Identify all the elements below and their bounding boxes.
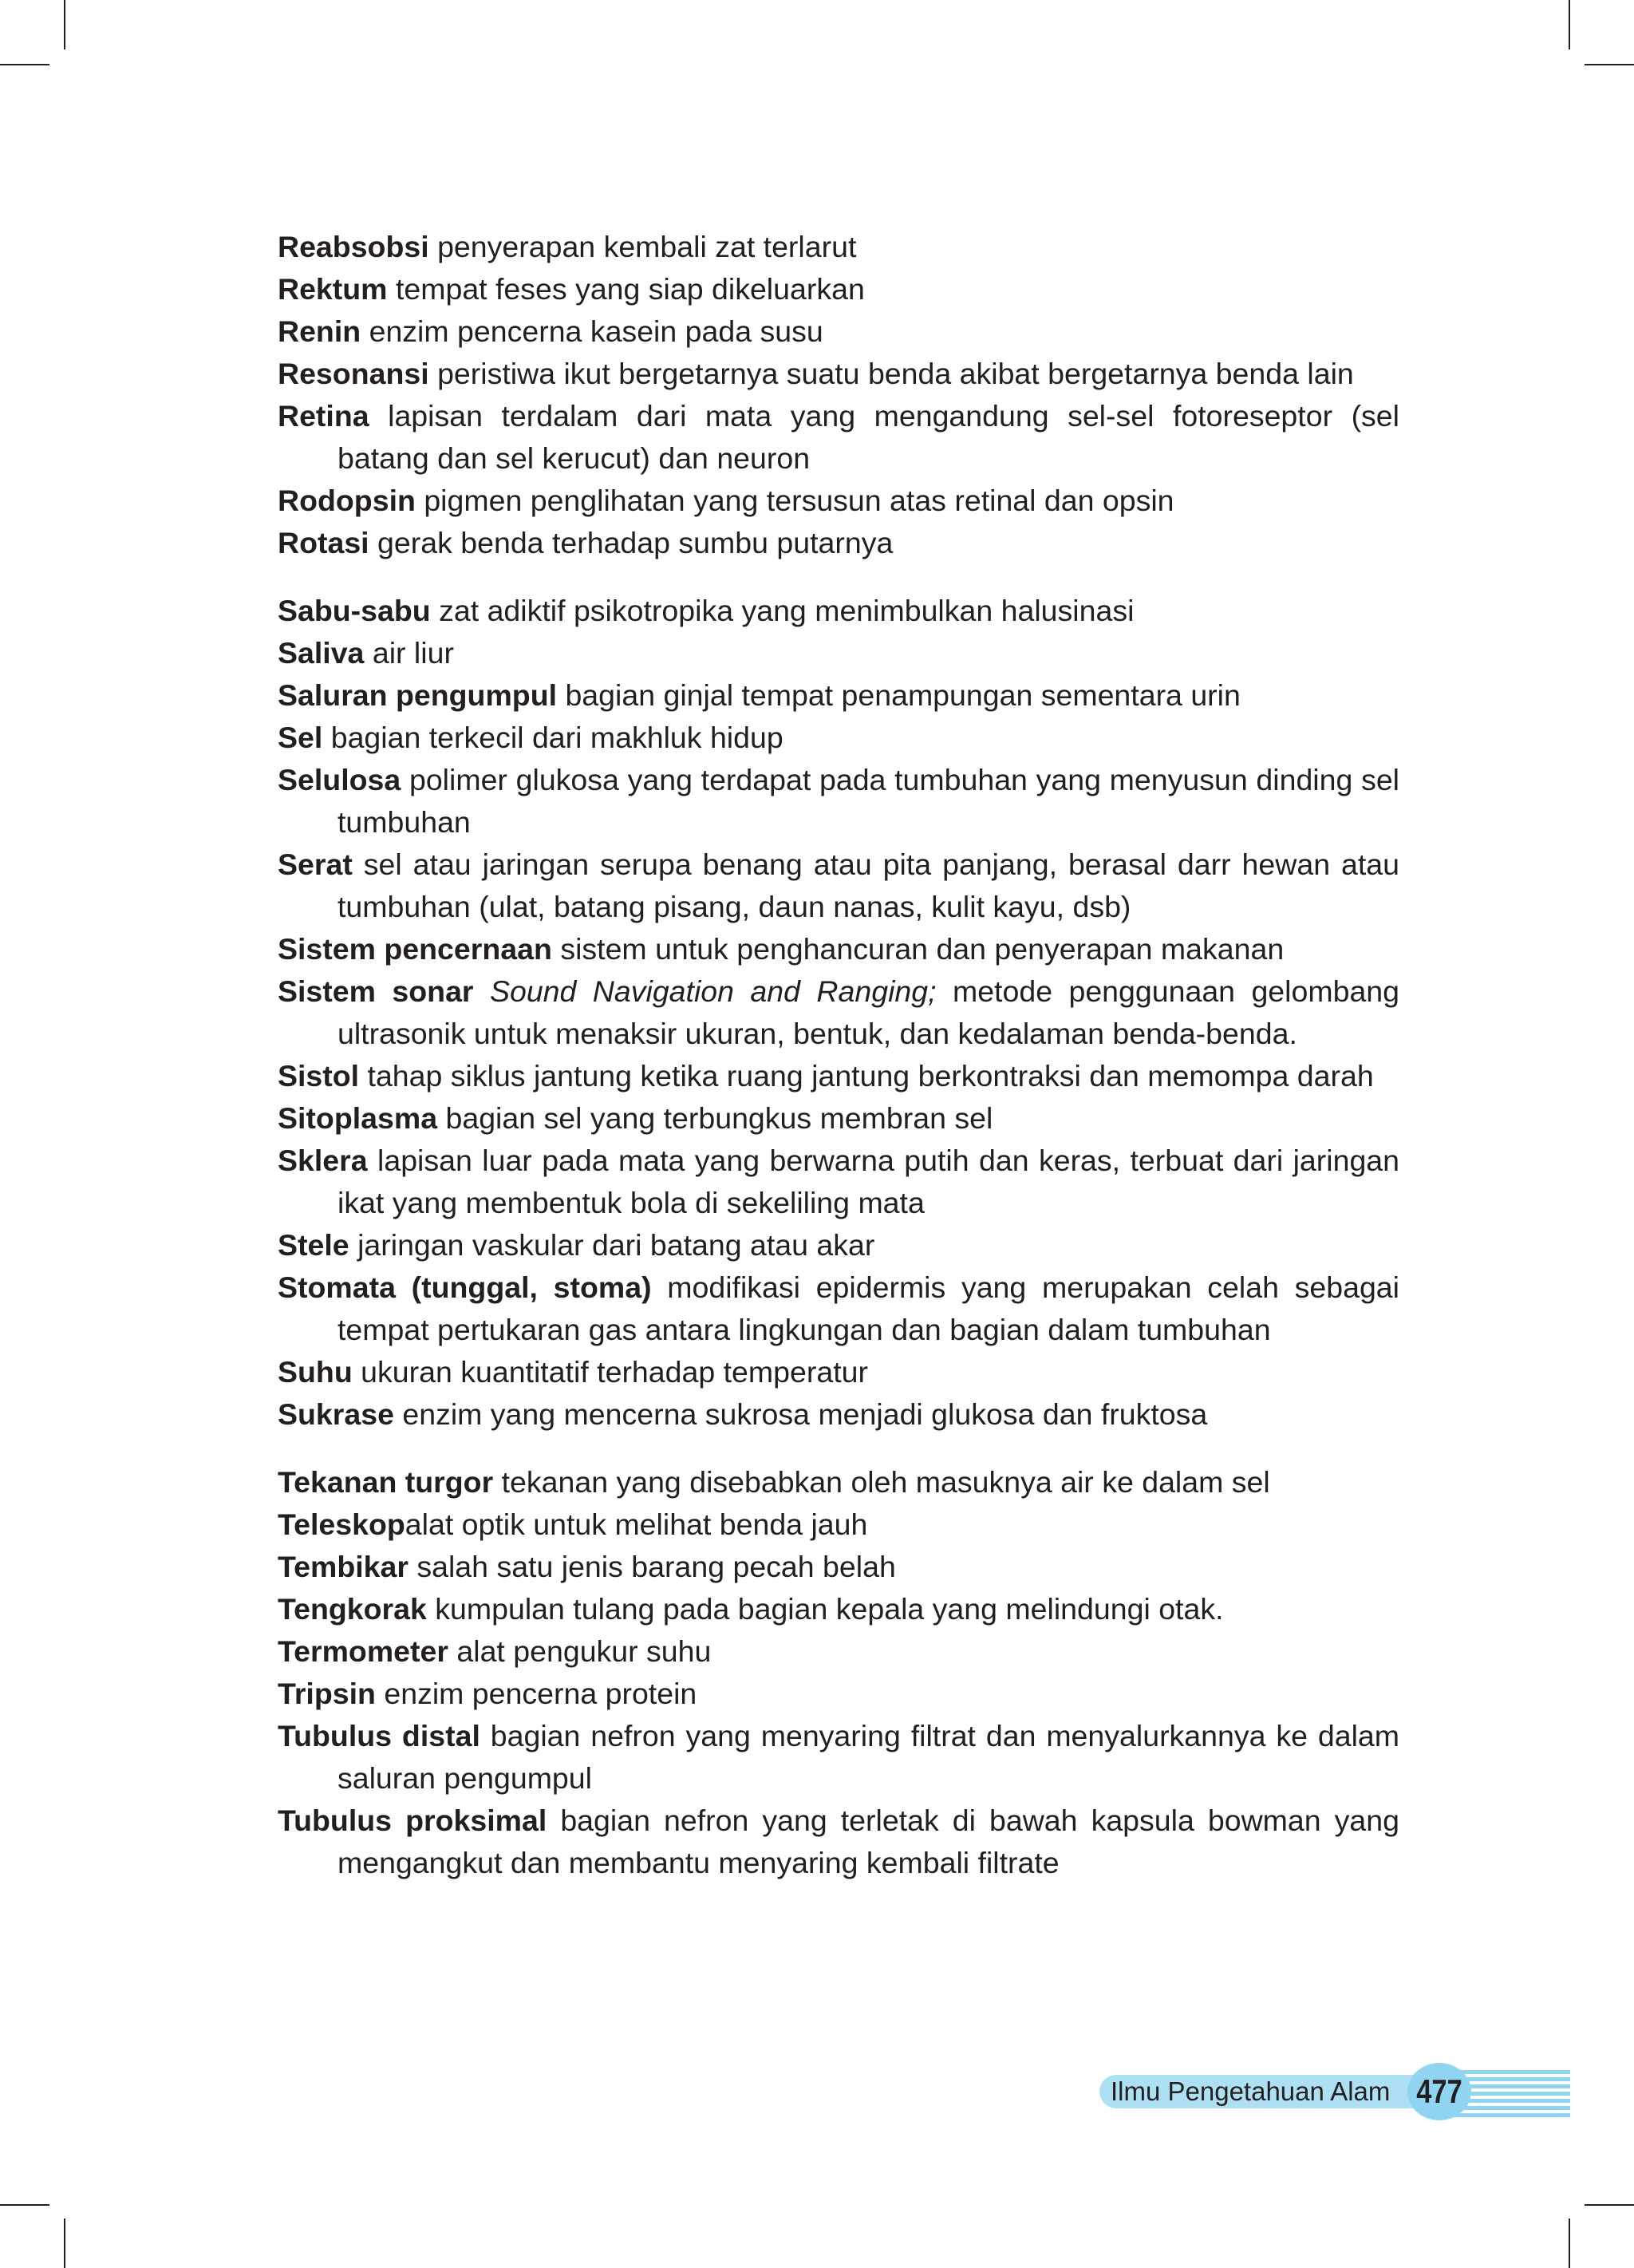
glossary-entry xyxy=(278,1266,1399,1351)
glossary-term: Selulosa xyxy=(278,763,401,796)
glossary-entry xyxy=(278,717,1399,759)
glossary-entry xyxy=(278,1715,1399,1800)
glossary-entry xyxy=(278,522,1399,564)
glossary-entry xyxy=(278,480,1399,522)
glossary-definition: alat optik untuk melihat benda jauh xyxy=(405,1507,868,1541)
glossary-definition: sistem untuk penghancuran dan penyerapan makanan xyxy=(560,932,1285,966)
glossary-term: Rodopsin xyxy=(278,484,416,517)
glossary-term: Tembikar xyxy=(278,1550,408,1583)
glossary-term: Resonansi xyxy=(278,357,429,390)
glossary-entry xyxy=(278,1351,1399,1393)
glossary-definition: polimer glukosa yang terdapat pada tumbuhan yang menyusun dinding sel tumbuhan xyxy=(337,763,1400,839)
glossary-term: Stele xyxy=(278,1228,349,1262)
glossary-term: Reabsobsi xyxy=(278,230,429,263)
crop-mark xyxy=(1585,64,1634,65)
glossary-entry xyxy=(278,928,1399,970)
glossary-definition: zat adiktif psikotropika yang menimbulkan halusinasi xyxy=(439,594,1135,627)
glossary-definition: bagian ginjal tempat penampungan sementara urin xyxy=(565,678,1241,712)
glossary-entry xyxy=(278,844,1399,928)
glossary-entry xyxy=(278,310,1399,353)
glossary-definition: bagian terkecil dari makhluk hidup xyxy=(330,721,783,754)
glossary-definition: enzim pencerna kasein pada susu xyxy=(369,314,823,348)
glossary-term: Sel xyxy=(278,721,323,754)
glossary-list xyxy=(278,226,1399,1910)
glossary-term: Sistem pencernaan xyxy=(278,932,552,966)
glossary-term: Rotasi xyxy=(278,526,369,559)
glossary-term: Teleskop xyxy=(278,1507,405,1541)
glossary-entry xyxy=(278,1097,1399,1140)
footer-book-title: Ilmu Pengetahuan Alam xyxy=(1111,2076,1391,2106)
glossary-definition: modifikasi epidermis yang merupakan celah sebagai tempat pertukaran gas antara lingkungan dan bagian dalam tumbuhan xyxy=(337,1270,1399,1346)
glossary-definition: enzim yang mencerna sukrosa menjadi glukosa dan fruktosa xyxy=(402,1397,1208,1431)
glossary-entry xyxy=(278,1588,1399,1630)
glossary-entry xyxy=(278,268,1399,310)
glossary-definition: kumpulan tulang pada bagian kepala yang melindungi otak. xyxy=(435,1592,1224,1626)
glossary-definition: jaringan vaskular dari batang atau akar xyxy=(357,1228,875,1262)
glossary-term: Saliva xyxy=(278,636,365,670)
glossary-definition: enzim pencerna protein xyxy=(384,1677,697,1710)
glossary-entry xyxy=(278,1630,1399,1673)
glossary-entry xyxy=(278,1546,1399,1588)
glossary-group xyxy=(278,590,1399,1436)
glossary-group xyxy=(278,226,1399,564)
glossary-entry xyxy=(278,353,1399,395)
glossary-term: Tripsin xyxy=(278,1677,376,1710)
glossary-definition: alat pengukur suhu xyxy=(456,1634,712,1668)
glossary-entry xyxy=(278,395,1399,480)
glossary-term: Tekanan turgor xyxy=(278,1465,494,1499)
crop-mark xyxy=(1585,2204,1634,2206)
glossary-definition: tempat feses yang siap dikeluarkan xyxy=(395,272,865,306)
glossary-definition: tahap siklus jantung ketika ruang jantung berkontraksi dan memompa darah xyxy=(367,1059,1374,1093)
glossary-definition: bagian nefron yang menyaring filtrat dan menyalurkannya ke dalam saluran pengumpul xyxy=(337,1719,1400,1795)
crop-mark xyxy=(1569,0,1570,49)
glossary-definition: air liur xyxy=(372,636,454,670)
glossary-term: Serat xyxy=(278,848,353,881)
glossary-expansion: Sound Navigation and Ranging; xyxy=(489,974,937,1008)
glossary-term: Tengkorak xyxy=(278,1592,427,1626)
glossary-term: Sistem sonar xyxy=(278,974,474,1008)
glossary-term: Sistol xyxy=(278,1059,360,1093)
glossary-definition: lapisan terdalam dari mata yang mengandung sel-sel fotoreseptor (sel batang dan sel kerucut) dan neuron xyxy=(337,399,1399,475)
glossary-definition: salah satu jenis barang pecah belah xyxy=(416,1550,896,1583)
glossary-definition: gerak benda terhadap sumbu putarnya xyxy=(377,526,894,559)
glossary-term: Tubulus proksimal xyxy=(278,1804,547,1837)
glossary-definition: lapisan luar pada mata yang berwarna putih dan keras, terbuat dari jaringan ikat yang membentuk bola di sekeliling mata xyxy=(337,1144,1400,1219)
glossary-term: Renin xyxy=(278,314,361,348)
glossary-definition: bagian nefron yang terletak di bawah kapsula bowman yang mengangkut dan membantu menyaring kembali filtrate xyxy=(337,1804,1399,1879)
glossary-term: Termometer xyxy=(278,1634,448,1668)
glossary-term: Sabu-sabu xyxy=(278,594,431,627)
glossary-definition: metode penggunaan gelombang ultrasonik untuk menaksir ukuran, bentuk, dan kedalaman benda-benda. xyxy=(337,974,1400,1050)
glossary-entry xyxy=(278,1461,1399,1503)
glossary-term: Sukrase xyxy=(278,1397,394,1431)
glossary-definition: pigmen penglihatan yang tersusun atas retinal dan opsin xyxy=(424,484,1174,517)
glossary-entry xyxy=(278,1393,1399,1436)
page-number: 477 xyxy=(1416,2072,1462,2110)
glossary-entry xyxy=(278,674,1399,717)
glossary-term: Retina xyxy=(278,399,369,433)
glossary-entry xyxy=(278,1140,1399,1224)
glossary-definition: penyerapan kembali zat terlarut xyxy=(437,230,857,263)
crop-mark xyxy=(0,64,49,65)
glossary-term: Sklera xyxy=(278,1144,368,1177)
glossary-term: Stomata (tunggal, stoma) xyxy=(278,1270,652,1304)
glossary-definition: peristiwa ikut bergetarnya suatu benda akibat bergetarnya benda lain xyxy=(437,357,1354,390)
glossary-term: Suhu xyxy=(278,1355,353,1389)
glossary-term: Tubulus distal xyxy=(278,1719,480,1752)
crop-mark xyxy=(0,2204,49,2206)
glossary-entry xyxy=(278,1224,1399,1266)
glossary-definition: sel atau jaringan serupa benang atau pita panjang, berasal darr hewan atau tumbuhan (ulat, batang pisang, daun nanas, kulit kayu, dsb) xyxy=(337,848,1399,923)
crop-mark xyxy=(1569,2219,1570,2268)
glossary-entry xyxy=(278,759,1399,844)
glossary-term: Rektum xyxy=(278,272,388,306)
glossary-entry xyxy=(278,1055,1399,1097)
glossary-definition: tekanan yang disebabkan oleh masuknya air ke dalam sel xyxy=(501,1465,1270,1499)
crop-mark xyxy=(64,0,65,49)
glossary-entry xyxy=(278,590,1399,632)
glossary-entry xyxy=(278,226,1399,268)
glossary-entry xyxy=(278,1503,1399,1546)
glossary-entry xyxy=(278,1673,1399,1715)
crop-mark xyxy=(64,2219,65,2268)
glossary-term: Sitoplasma xyxy=(278,1101,438,1135)
glossary-entry xyxy=(278,1800,1399,1884)
glossary-definition: ukuran kuantitatif terhadap temperatur xyxy=(361,1355,868,1389)
glossary-definition: bagian sel yang terbungkus membran sel xyxy=(445,1101,993,1135)
glossary-entry xyxy=(278,632,1399,674)
glossary-entry xyxy=(278,970,1399,1055)
glossary-term: Saluran pengumpul xyxy=(278,678,558,712)
glossary-group xyxy=(278,1461,1399,1884)
